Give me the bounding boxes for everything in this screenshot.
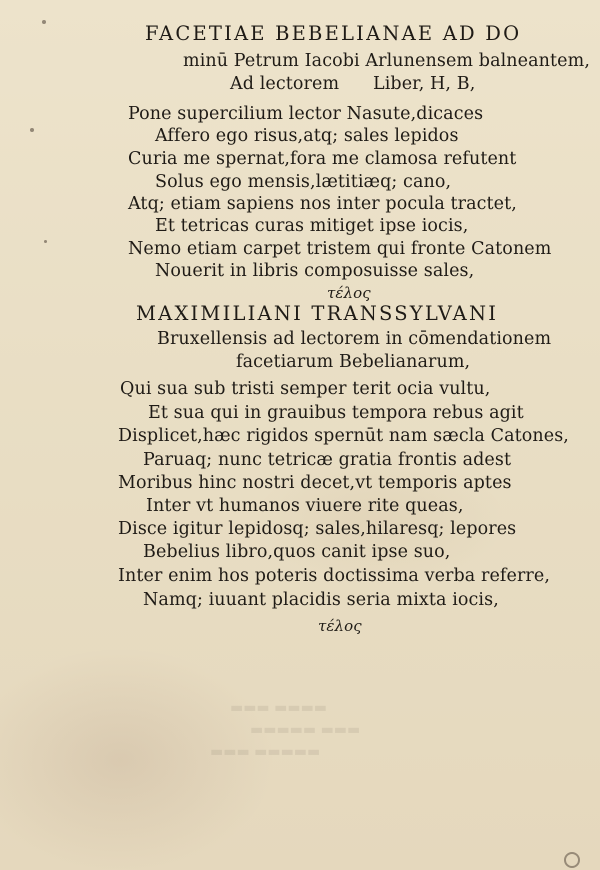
heading-line-3a: Ad lectorem: [230, 74, 340, 94]
poem2-line: Qui sua sub tristi semper terit ocia vultu,: [120, 379, 491, 399]
poem2-line: Namq; iuuant placidis seria mixta iocis,: [143, 590, 499, 610]
heading-line-2: minū Petrum Iacobi Arlunensem balneantem,: [183, 51, 590, 71]
poem1-line: Solus ego mensis,lætitiæq; cano,: [155, 172, 452, 192]
poem2-line: Inter enim hos poteris doctissima verba referre,: [118, 566, 550, 586]
corner-mark: [564, 852, 580, 868]
poem1-line: Nouerit in libris composuisse sales,: [155, 261, 475, 281]
show-through-mark: ▬▬▬▬▬ ▬▬▬: [210, 744, 321, 760]
heading-title: FACETIAE BEBELIANAE AD DO: [145, 22, 522, 45]
poem1-line: Curia me spernat,fora me clamosa refutent: [128, 149, 517, 169]
telos-1: τέλος: [327, 284, 371, 302]
poem1-line: Nemo etiam carpet tristem qui fronte Catonem: [128, 239, 552, 259]
poem2-line: Bebelius libro,quos canit ipse suo,: [143, 542, 451, 562]
poem2-line: Moribus hinc nostri decet,vt temporis aptes: [118, 473, 512, 493]
show-through-mark: ▬▬▬ ▬▬▬▬▬: [250, 722, 361, 738]
poem1-line: Et tetricas curas mitiget ipse iocis,: [155, 216, 469, 236]
show-through-mark: ▬▬▬▬ ▬▬▬: [230, 700, 328, 716]
poem2-line: Inter vt humanos viuere rite queas,: [146, 496, 464, 516]
heading2-line-2: Bruxellensis ad lectorem in cōmendationem: [157, 329, 552, 349]
poem2-line: Et sua qui in grauibus tempora rebus agit: [148, 403, 524, 423]
ink-fleck: [44, 240, 47, 243]
poem1-line: Pone supercilium lector Nasute,dicaces: [128, 104, 484, 124]
poem2-line: Displicet,hæc rigidos spernūt nam sæcla Catones,: [118, 426, 569, 446]
poem2-line: Disce igitur lepidosq; sales,hilaresq; lepores: [118, 519, 517, 539]
poem1-line: Affero ego risus,atq; sales lepidos: [155, 126, 459, 146]
ink-fleck: [30, 128, 34, 132]
heading2-title: MAXIMILIANI TRANSSYLVANI: [136, 302, 499, 325]
poem1-line: Atq; etiam sapiens nos inter pocula tractet,: [128, 194, 517, 214]
heading-line-3b: Liber, H, B,: [373, 74, 476, 94]
telos-2: τέλος: [318, 617, 362, 635]
heading2-line-3: facetiarum Bebelianarum,: [236, 352, 471, 372]
poem2-line: Paruaq; nunc tetricæ gratia frontis adest: [143, 450, 512, 470]
ink-fleck: [42, 20, 46, 24]
